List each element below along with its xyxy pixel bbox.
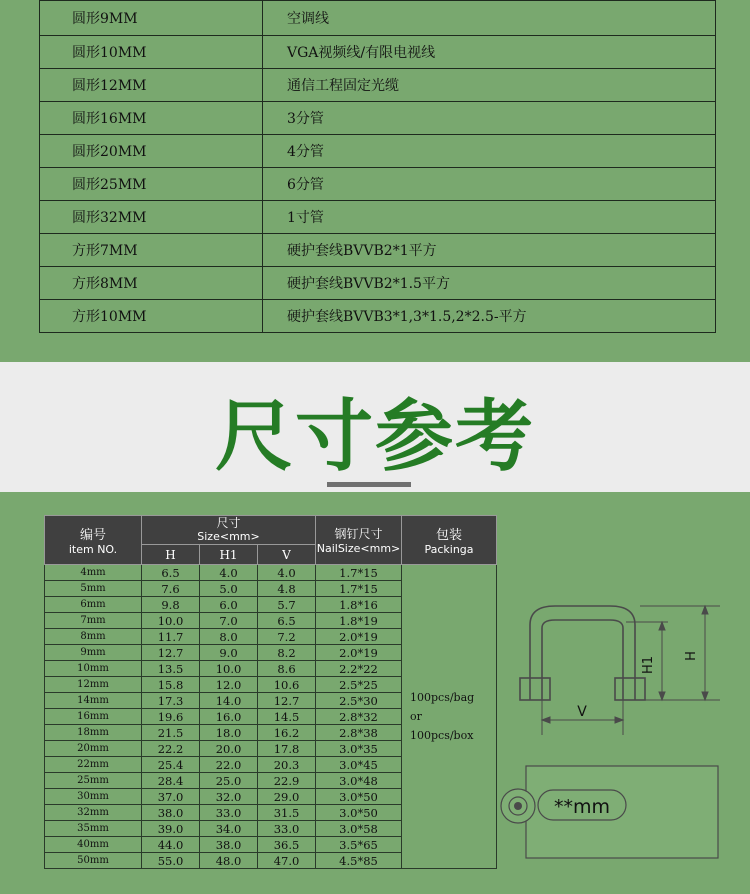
h1-cell: 4.0 [200,565,258,581]
nail-size-cell: 1.8*19 [316,613,402,629]
usage-type: 圆形10MM [40,36,263,69]
usage-application: 3分管 [263,102,716,135]
h1-cell: 33.0 [200,805,258,821]
header-size-cn: 尺寸 [216,516,241,530]
h-cell: 17.3 [142,693,200,709]
h-cell: 10.0 [142,613,200,629]
v-cell: 8.2 [258,645,316,661]
usage-row [40,201,716,234]
item-no-cell: 12mm [45,677,142,693]
h-cell: 21.5 [142,725,200,741]
packing-cell [402,565,497,869]
h-cell: 7.6 [142,581,200,597]
nail-size-cell: 3.0*50 [316,789,402,805]
heading-band [0,362,750,492]
h1-cell: 12.0 [200,677,258,693]
v-cell: 29.0 [258,789,316,805]
h1-cell: 9.0 [200,645,258,661]
h-cell: 55.0 [142,853,200,869]
v-cell: 31.5 [258,805,316,821]
h1-cell: 14.0 [200,693,258,709]
usage-row [40,102,716,135]
item-no-cell: 4mm [45,565,142,581]
usage-type: 圆形9MM [40,1,263,36]
v-cell: 4.8 [258,581,316,597]
h1-cell: 18.0 [200,725,258,741]
usage-application: 6分管 [263,168,716,201]
v-cell: 36.5 [258,837,316,853]
h1-cell: 20.0 [200,741,258,757]
item-no-cell: 5mm [45,581,142,597]
nail-size-cell: 3.0*50 [316,805,402,821]
header-nail-en: NailSize<mm> [316,542,401,555]
nail-size-cell: 2.2*22 [316,661,402,677]
spec-row [45,565,497,581]
h1-cell: 6.0 [200,597,258,613]
usage-section [0,0,750,362]
h-cell: 12.7 [142,645,200,661]
item-no-cell: 10mm [45,661,142,677]
usage-application: VGA视频线/有限电视线 [263,36,716,69]
item-no-cell: 8mm [45,629,142,645]
dimension-lines [542,606,720,735]
h-cell: 28.4 [142,773,200,789]
usage-row [40,267,716,300]
usage-type: 方形8MM [40,267,263,300]
v-cell: 10.6 [258,677,316,693]
h-cell: 9.8 [142,597,200,613]
item-no-cell: 16mm [45,709,142,725]
usage-type: 圆形25MM [40,168,263,201]
item-no-cell: 6mm [45,597,142,613]
v-cell: 33.0 [258,821,316,837]
v-cell: 47.0 [258,853,316,869]
h1-cell: 34.0 [200,821,258,837]
usage-row [40,300,716,333]
h-cell: 15.8 [142,677,200,693]
v-cell: 17.8 [258,741,316,757]
item-no-cell: 32mm [45,805,142,821]
item-no-cell: 14mm [45,693,142,709]
usage-row [40,1,716,36]
usage-type: 圆形12MM [40,69,263,102]
item-no-cell: 40mm [45,837,142,853]
v-cell: 8.6 [258,661,316,677]
h1-cell: 38.0 [200,837,258,853]
item-no-cell: 30mm [45,789,142,805]
usage-row [40,234,716,267]
usage-type: 圆形20MM [40,135,263,168]
label-h1: H1 [641,655,656,675]
v-cell: 22.9 [258,773,316,789]
usage-type: 圆形32MM [40,201,263,234]
usage-type: 圆形16MM [40,102,263,135]
h-cell: 13.5 [142,661,200,677]
item-no-cell: 25mm [45,773,142,789]
usage-type: 方形10MM [40,300,263,333]
header-size [142,516,316,545]
header-packing [402,516,497,565]
size-spec-table [44,515,497,869]
packing-line: 100pcs/box [410,729,474,742]
h-cell: 39.0 [142,821,200,837]
v-cell: 14.5 [258,709,316,725]
usage-application: 1寸管 [263,201,716,234]
staple-shape [520,606,645,700]
h-cell: 44.0 [142,837,200,853]
nail-size-cell: 1.7*15 [316,581,402,597]
usage-application: 硬护套线BVVB2*1.5平方 [263,267,716,300]
header-h: H [142,545,200,565]
usage-application: 通信工程固定光缆 [263,69,716,102]
nail-size-cell: 1.7*15 [316,565,402,581]
h1-cell: 22.0 [200,757,258,773]
v-cell: 6.5 [258,613,316,629]
usage-row [40,135,716,168]
nail-size-cell: 1.8*16 [316,597,402,613]
nail-size-cell: 2.5*25 [316,677,402,693]
nail-size-cell: 2.0*19 [316,645,402,661]
v-cell: 7.2 [258,629,316,645]
header-nail-cn: 钢钉尺寸 [334,527,383,541]
h-cell: 25.4 [142,757,200,773]
nail-size-cell: 2.8*38 [316,725,402,741]
nail-size-cell: 3.0*58 [316,821,402,837]
header-item-no-en: item NO. [68,543,118,556]
packing-line: 100pcs/bag [410,691,475,704]
h-cell: 37.0 [142,789,200,805]
h1-cell: 10.0 [200,661,258,677]
packing-line: or [410,710,422,723]
item-no-cell: 18mm [45,725,142,741]
v-cell: 16.2 [258,725,316,741]
label-h: H [684,651,699,661]
h1-cell: 32.0 [200,789,258,805]
usage-row [40,36,716,69]
header-item-no [45,516,142,565]
label-v: V [577,704,587,720]
header-packing-en: Packinga [424,543,474,556]
v-cell: 12.7 [258,693,316,709]
nail-size-cell: 3.0*48 [316,773,402,789]
h-cell: 22.2 [142,741,200,757]
h-cell: 11.7 [142,629,200,645]
nail-size-cell: 3.0*45 [316,757,402,773]
nail-size-cell: 3.5*65 [316,837,402,853]
usage-table [39,0,716,333]
h-cell: 38.0 [142,805,200,821]
item-no-cell: 22mm [45,757,142,773]
item-no-cell: 35mm [45,821,142,837]
h-cell: 6.5 [142,565,200,581]
h1-cell: 25.0 [200,773,258,789]
header-packing-cn: 包装 [435,528,462,543]
h1-cell: 5.0 [200,581,258,597]
item-no-cell: 7mm [45,613,142,629]
item-no-cell: 50mm [45,853,142,869]
usage-application: 硬护套线BVVB2*1平方 [263,234,716,267]
usage-application: 4分管 [263,135,716,168]
usage-row [40,69,716,102]
heading-underline [327,482,411,487]
usage-type: 方形7MM [40,234,263,267]
h1-cell: 8.0 [200,629,258,645]
nail-size-cell: 2.0*19 [316,629,402,645]
nail-size-cell: 3.0*35 [316,741,402,757]
staple-clip-diagram [500,600,730,870]
usage-application: 硬护套线BVVB3*1,3*1.5,2*2.5-平方 [263,300,716,333]
section-heading: 尺寸参考 [214,392,535,482]
v-cell: 5.7 [258,597,316,613]
header-size-en: Size<mm> [197,530,260,543]
header-v: V [258,545,316,565]
nail-size-cell: 2.5*30 [316,693,402,709]
item-no-cell: 9mm [45,645,142,661]
header-item-no-cn: 编号 [79,528,106,543]
usage-application: 空调线 [263,1,716,36]
usage-row [40,168,716,201]
label-size: **mm [553,796,611,818]
h1-cell: 16.0 [200,709,258,725]
item-no-cell: 20mm [45,741,142,757]
nail-size-cell: 4.5*85 [316,853,402,869]
h1-cell: 7.0 [200,613,258,629]
v-cell: 20.3 [258,757,316,773]
header-nail-size [316,516,402,565]
h-cell: 19.6 [142,709,200,725]
v-cell: 4.0 [258,565,316,581]
header-h1: H1 [200,545,258,565]
h1-cell: 48.0 [200,853,258,869]
nail-size-cell: 2.8*32 [316,709,402,725]
